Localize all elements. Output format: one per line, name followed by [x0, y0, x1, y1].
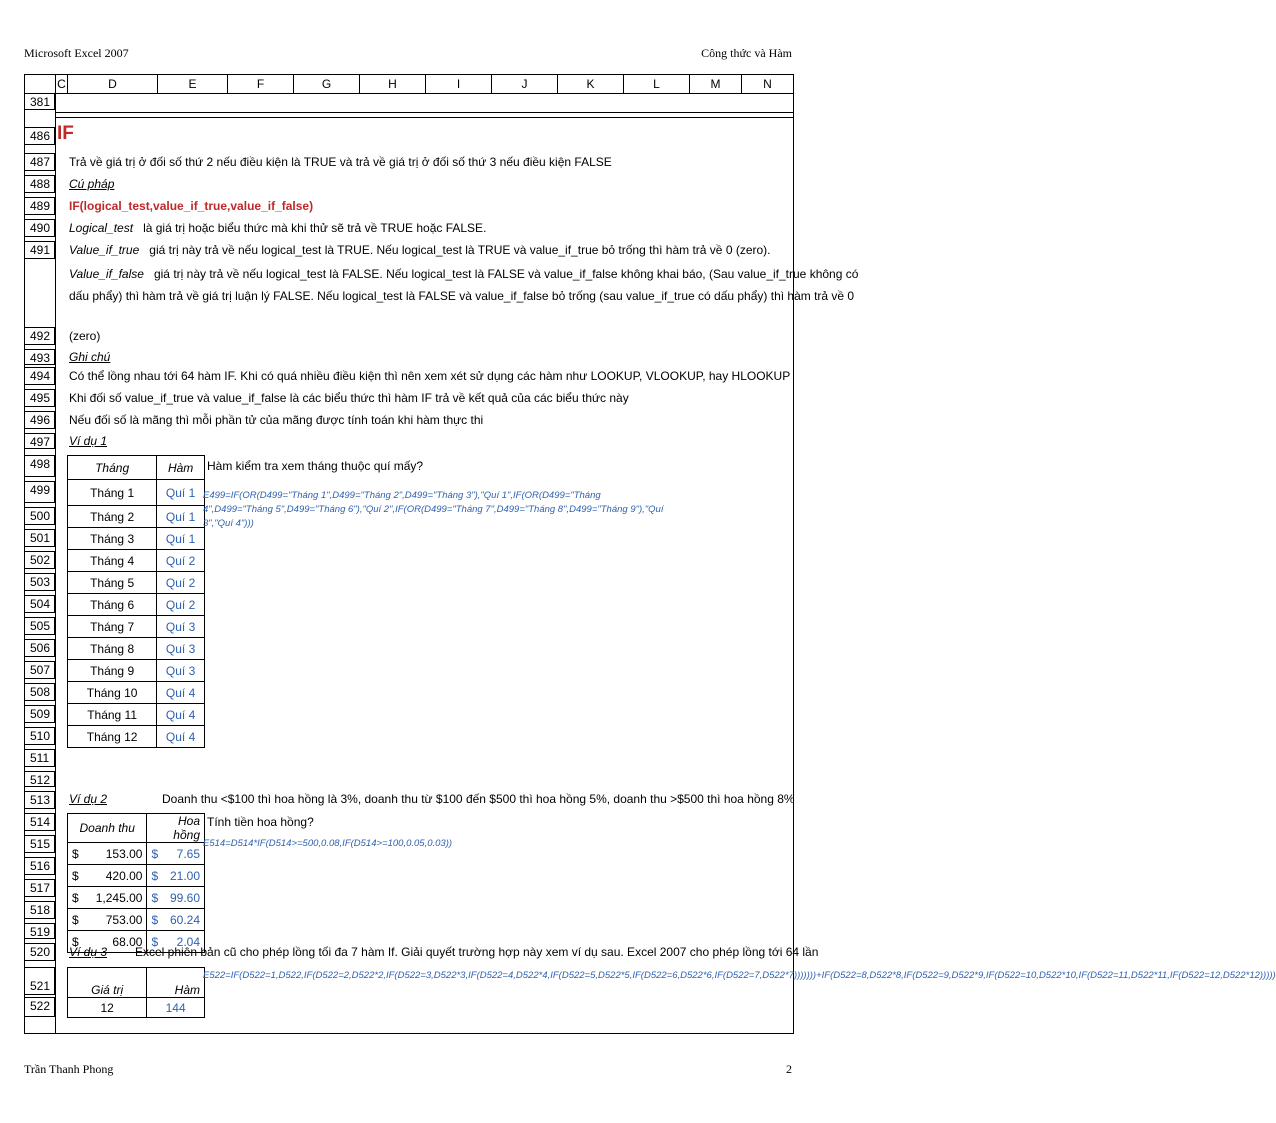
table-header: Giá trị: [68, 968, 147, 998]
row-header[interactable]: 488: [25, 175, 55, 193]
commission-cell[interactable]: [147, 887, 205, 909]
arg-desc-continued: (zero): [69, 329, 101, 343]
row-header[interactable]: 501: [25, 529, 55, 547]
column-header-n[interactable]: N: [741, 75, 793, 93]
row-header[interactable]: 487: [25, 153, 55, 171]
row-header[interactable]: 502: [25, 551, 55, 569]
column-header-g[interactable]: G: [293, 75, 359, 93]
quarter-cell[interactable]: Quí 3: [157, 638, 205, 660]
currency-symbol: $: [72, 912, 79, 927]
quarter-cell[interactable]: Quí 1: [157, 480, 205, 506]
revenue-value: 1,245.00: [95, 890, 143, 905]
page-header-right: Công thức và Hàm: [701, 46, 792, 60]
arg-desc: giá trị này trả về nếu logical_test là TRUE. Nếu logical_test là TRUE và value_if_true bỏ trống thì hàm trả về 0 (zero).: [149, 243, 771, 257]
currency-symbol: $: [151, 868, 159, 883]
row-header[interactable]: 494: [25, 367, 55, 385]
row-header[interactable]: 513: [25, 791, 55, 809]
month-cell[interactable]: Tháng 11: [68, 704, 157, 726]
revenue-value: 68.00: [112, 934, 143, 949]
commission-cell[interactable]: [147, 843, 205, 865]
arg-desc-continued: dấu phẩy) thì hàm trả về giá trị luận lý FALSE. Nếu logical_test là FALSE và value_if_false bỏ trống (sau value_if_true có dấu phẩy) thì hàm trả về 0: [69, 289, 855, 303]
revenue-cell[interactable]: [68, 865, 147, 887]
quarter-cell[interactable]: Quí 3: [157, 660, 205, 682]
month-cell[interactable]: Tháng 7: [68, 616, 157, 638]
column-headers: [25, 75, 793, 94]
commission-value: 21.00: [169, 868, 200, 883]
quarter-cell[interactable]: Quí 4: [157, 704, 205, 726]
row-header[interactable]: 504: [25, 595, 55, 613]
quarter-cell[interactable]: Quí 4: [157, 682, 205, 704]
table-header: Hàm: [147, 968, 205, 998]
commission-value: 7.65: [176, 846, 200, 861]
note-line: Khi đối số value_if_true và value_if_false là các biểu thức thì hàm IF trả về kết quả của các biểu thức này: [69, 391, 629, 405]
month-cell[interactable]: Tháng 5: [68, 572, 157, 594]
quarter-cell[interactable]: Quí 1: [157, 506, 205, 528]
example-2-description: Doanh thu <$100 thì hoa hồng là 3%, doanh thu từ $100 đến $500 thì hoa hồng 5%, doanh thu >$500 thì hoa hồng 8%: [162, 792, 795, 806]
currency-symbol: $: [151, 846, 159, 861]
example-2-formula: E514=D514*IF(D514>=500,0.08,IF(D514>=100,0.05,0.03)): [203, 838, 453, 849]
arg-name: Logical_test: [69, 221, 134, 235]
row-header[interactable]: 500: [25, 507, 55, 525]
row-header[interactable]: 497: [25, 433, 55, 449]
row-headers: [25, 75, 55, 1033]
page-header-left: Microsoft Excel 2007: [24, 46, 129, 60]
row-header[interactable]: 509: [25, 705, 55, 723]
column-header-e[interactable]: E: [157, 75, 227, 93]
row-header[interactable]: 381: [25, 93, 55, 110]
commission-value: 99.60: [169, 890, 200, 905]
row-header[interactable]: 522: [25, 997, 55, 1017]
example-2-heading: Ví dụ 2: [69, 792, 108, 806]
column-header-f[interactable]: F: [227, 75, 293, 93]
page-footer-left: Trần Thanh Phong: [24, 1062, 114, 1076]
row-header[interactable]: 518: [25, 901, 55, 919]
example-1-description: Hàm kiểm tra xem tháng thuộc quí mấy?: [207, 459, 424, 473]
row-header[interactable]: 519: [25, 923, 55, 939]
note-line: Nếu đối số là mãng thì mỗi phần tử của mãng được tính toán khi hàm thực thi: [69, 413, 484, 427]
column-header-m[interactable]: M: [689, 75, 741, 93]
month-cell[interactable]: Tháng 4: [68, 550, 157, 572]
quarter-cell[interactable]: Quí 1: [157, 528, 205, 550]
currency-symbol: $: [72, 934, 79, 949]
table-header: Tháng: [68, 456, 157, 480]
revenue-cell[interactable]: [68, 887, 147, 909]
description-line: Trả về giá trị ở đối số thứ 2 nếu điều kiện là TRUE và trả về giá trị ở đối số thứ 3 nếu điều kiện FALSE: [69, 155, 612, 169]
row-header[interactable]: 498: [25, 455, 55, 477]
arg-desc: giá trị này trả về nếu logical_test là FALSE. Nếu logical_test là FALSE và value_if_false không khai báo, (Sau value_if_true không có: [153, 267, 859, 281]
column-header-d[interactable]: D: [67, 75, 157, 93]
row-header[interactable]: 506: [25, 639, 55, 657]
row-header[interactable]: 492: [25, 327, 55, 345]
table-header: Doanh thu: [68, 814, 147, 843]
month-cell[interactable]: Tháng 10: [68, 682, 157, 704]
currency-symbol: $: [72, 890, 79, 905]
row-header[interactable]: 520: [25, 943, 55, 961]
row-header[interactable]: 486: [25, 127, 55, 145]
row-header[interactable]: 515: [25, 835, 55, 853]
row-header-divider: [55, 75, 56, 1033]
revenue-value: 153.00: [105, 846, 143, 861]
row-header[interactable]: 511: [25, 749, 55, 767]
row-header[interactable]: 514: [25, 813, 55, 831]
row-header[interactable]: 491: [25, 241, 55, 259]
month-cell[interactable]: Tháng 6: [68, 594, 157, 616]
currency-symbol: $: [151, 912, 159, 927]
frozen-pane-divider: [55, 117, 793, 118]
section-title: IF: [57, 123, 74, 144]
notes-heading: Ghi chú: [69, 350, 111, 364]
table-header: Hàm: [157, 456, 205, 480]
example-2-question: Tính tiền hoa hồng?: [207, 815, 314, 829]
currency-symbol: $: [72, 846, 79, 861]
currency-symbol: $: [151, 934, 159, 949]
revenue-cell[interactable]: [68, 843, 147, 865]
note-line: Có thể lồng nhau tới 64 hàm IF. Khi có quá nhiều điều kiện thì nên xem xét sử dụng các hàm như LOOKUP, VLOOKUP, hay HLOOKUP: [69, 369, 791, 383]
row-header[interactable]: 512: [25, 771, 55, 787]
row-header[interactable]: 490: [25, 219, 55, 237]
revenue-value: 420.00: [105, 868, 143, 883]
commission-cell[interactable]: [147, 865, 205, 887]
column-header-h[interactable]: H: [359, 75, 425, 93]
currency-symbol: $: [151, 890, 159, 905]
row-header[interactable]: 510: [25, 727, 55, 745]
arg-name: Value_if_true: [69, 243, 140, 257]
example-1-formula: E499=IF(OR(D499="Tháng 1",D499="Tháng 2",D499="Tháng 3"),"Quí 1",IF(OR(D499="Tháng 4",D499="Tháng 5",D499="Tháng 6"),"Quí 2",IF(OR(D499="Tháng 7",D499="Tháng 8",D499="Tháng 9"),"Quí 3","Quí 4"))): [203, 490, 664, 529]
month-cell[interactable]: Tháng 12: [68, 726, 157, 748]
row-header[interactable]: 495: [25, 389, 55, 407]
commission-cell[interactable]: [147, 909, 205, 931]
row-header[interactable]: 496: [25, 411, 55, 429]
column-header-j[interactable]: J: [491, 75, 557, 93]
row-header[interactable]: 517: [25, 879, 55, 897]
row-header[interactable]: 503: [25, 573, 55, 591]
column-header-i[interactable]: I: [425, 75, 491, 93]
example-1-heading: Ví dụ 1: [69, 434, 108, 448]
currency-symbol: $: [72, 868, 79, 883]
commission-value: 60.24: [169, 912, 200, 927]
spreadsheet: [24, 74, 1276, 1034]
quarter-cell[interactable]: Quí 4: [157, 726, 205, 748]
quarter-cell[interactable]: Quí 2: [157, 594, 205, 616]
row-header[interactable]: 516: [25, 857, 55, 875]
arg-name: Value_if_false: [69, 267, 144, 281]
month-cell[interactable]: Tháng 9: [68, 660, 157, 682]
table-header: Hoa hồng: [147, 814, 205, 843]
example-3-formula: E522=IF(D522=1,D522,IF(D522=2,D522*2,IF(D522=3,D522*3,IF(D522=4,D522*4,IF(D522=5,D522*5,IF(D522=6,D522*6,IF(D522=7,D522*7)))))))+IF(D522=8,D522*8,IF(D522=9,D522*9,IF(D522=10,D522*10,IF(D522=11,D522*11,IF(D522=12,D522*12))))): [203, 970, 1276, 981]
frozen-pane-divider: [55, 112, 793, 113]
row-header[interactable]: 507: [25, 661, 55, 679]
month-cell[interactable]: Tháng 3: [68, 528, 157, 550]
row-header[interactable]: 521: [25, 967, 55, 995]
table-nested-if: [67, 967, 205, 1018]
month-cell[interactable]: Tháng 1: [68, 480, 157, 506]
arg-desc: là giá trị hoặc biểu thức mà khi thử sẽ trả về TRUE hoặc FALSE.: [143, 221, 487, 235]
revenue-value: 753.00: [105, 912, 143, 927]
row-header[interactable]: 493: [25, 349, 55, 365]
quarter-cell[interactable]: Quí 2: [157, 550, 205, 572]
row-header[interactable]: 505: [25, 617, 55, 635]
value-cell[interactable]: 12: [68, 998, 147, 1018]
example-3-heading: Ví dụ 3: [69, 945, 108, 959]
month-cell[interactable]: Tháng 2: [68, 506, 157, 528]
quarter-cell[interactable]: Quí 2: [157, 572, 205, 594]
revenue-cell[interactable]: [68, 909, 147, 931]
column-header-c[interactable]: C: [55, 75, 67, 93]
row-header[interactable]: 489: [25, 197, 55, 215]
column-header-l[interactable]: L: [623, 75, 689, 93]
page-number: 2: [786, 1062, 792, 1076]
table-month-quarter: [67, 455, 205, 748]
syntax-formula: IF(logical_test,value_if_true,value_if_false): [69, 199, 314, 213]
quarter-cell[interactable]: Quí 3: [157, 616, 205, 638]
row-header[interactable]: 499: [25, 481, 55, 503]
row-header[interactable]: 508: [25, 683, 55, 701]
syntax-heading: Cú pháp: [69, 177, 115, 191]
table-commission: [67, 813, 205, 953]
month-cell[interactable]: Tháng 8: [68, 638, 157, 660]
result-cell[interactable]: 144: [147, 998, 205, 1018]
example-3-description: Excel phiên bản cũ cho phép lồng tối đa 7 hàm If. Giải quyết trường hợp này xem ví dụ sau. Excel 2007 cho phép lồng tới 64 lần: [135, 945, 819, 959]
commission-value: 2.04: [176, 934, 200, 949]
column-header-k[interactable]: K: [557, 75, 623, 93]
